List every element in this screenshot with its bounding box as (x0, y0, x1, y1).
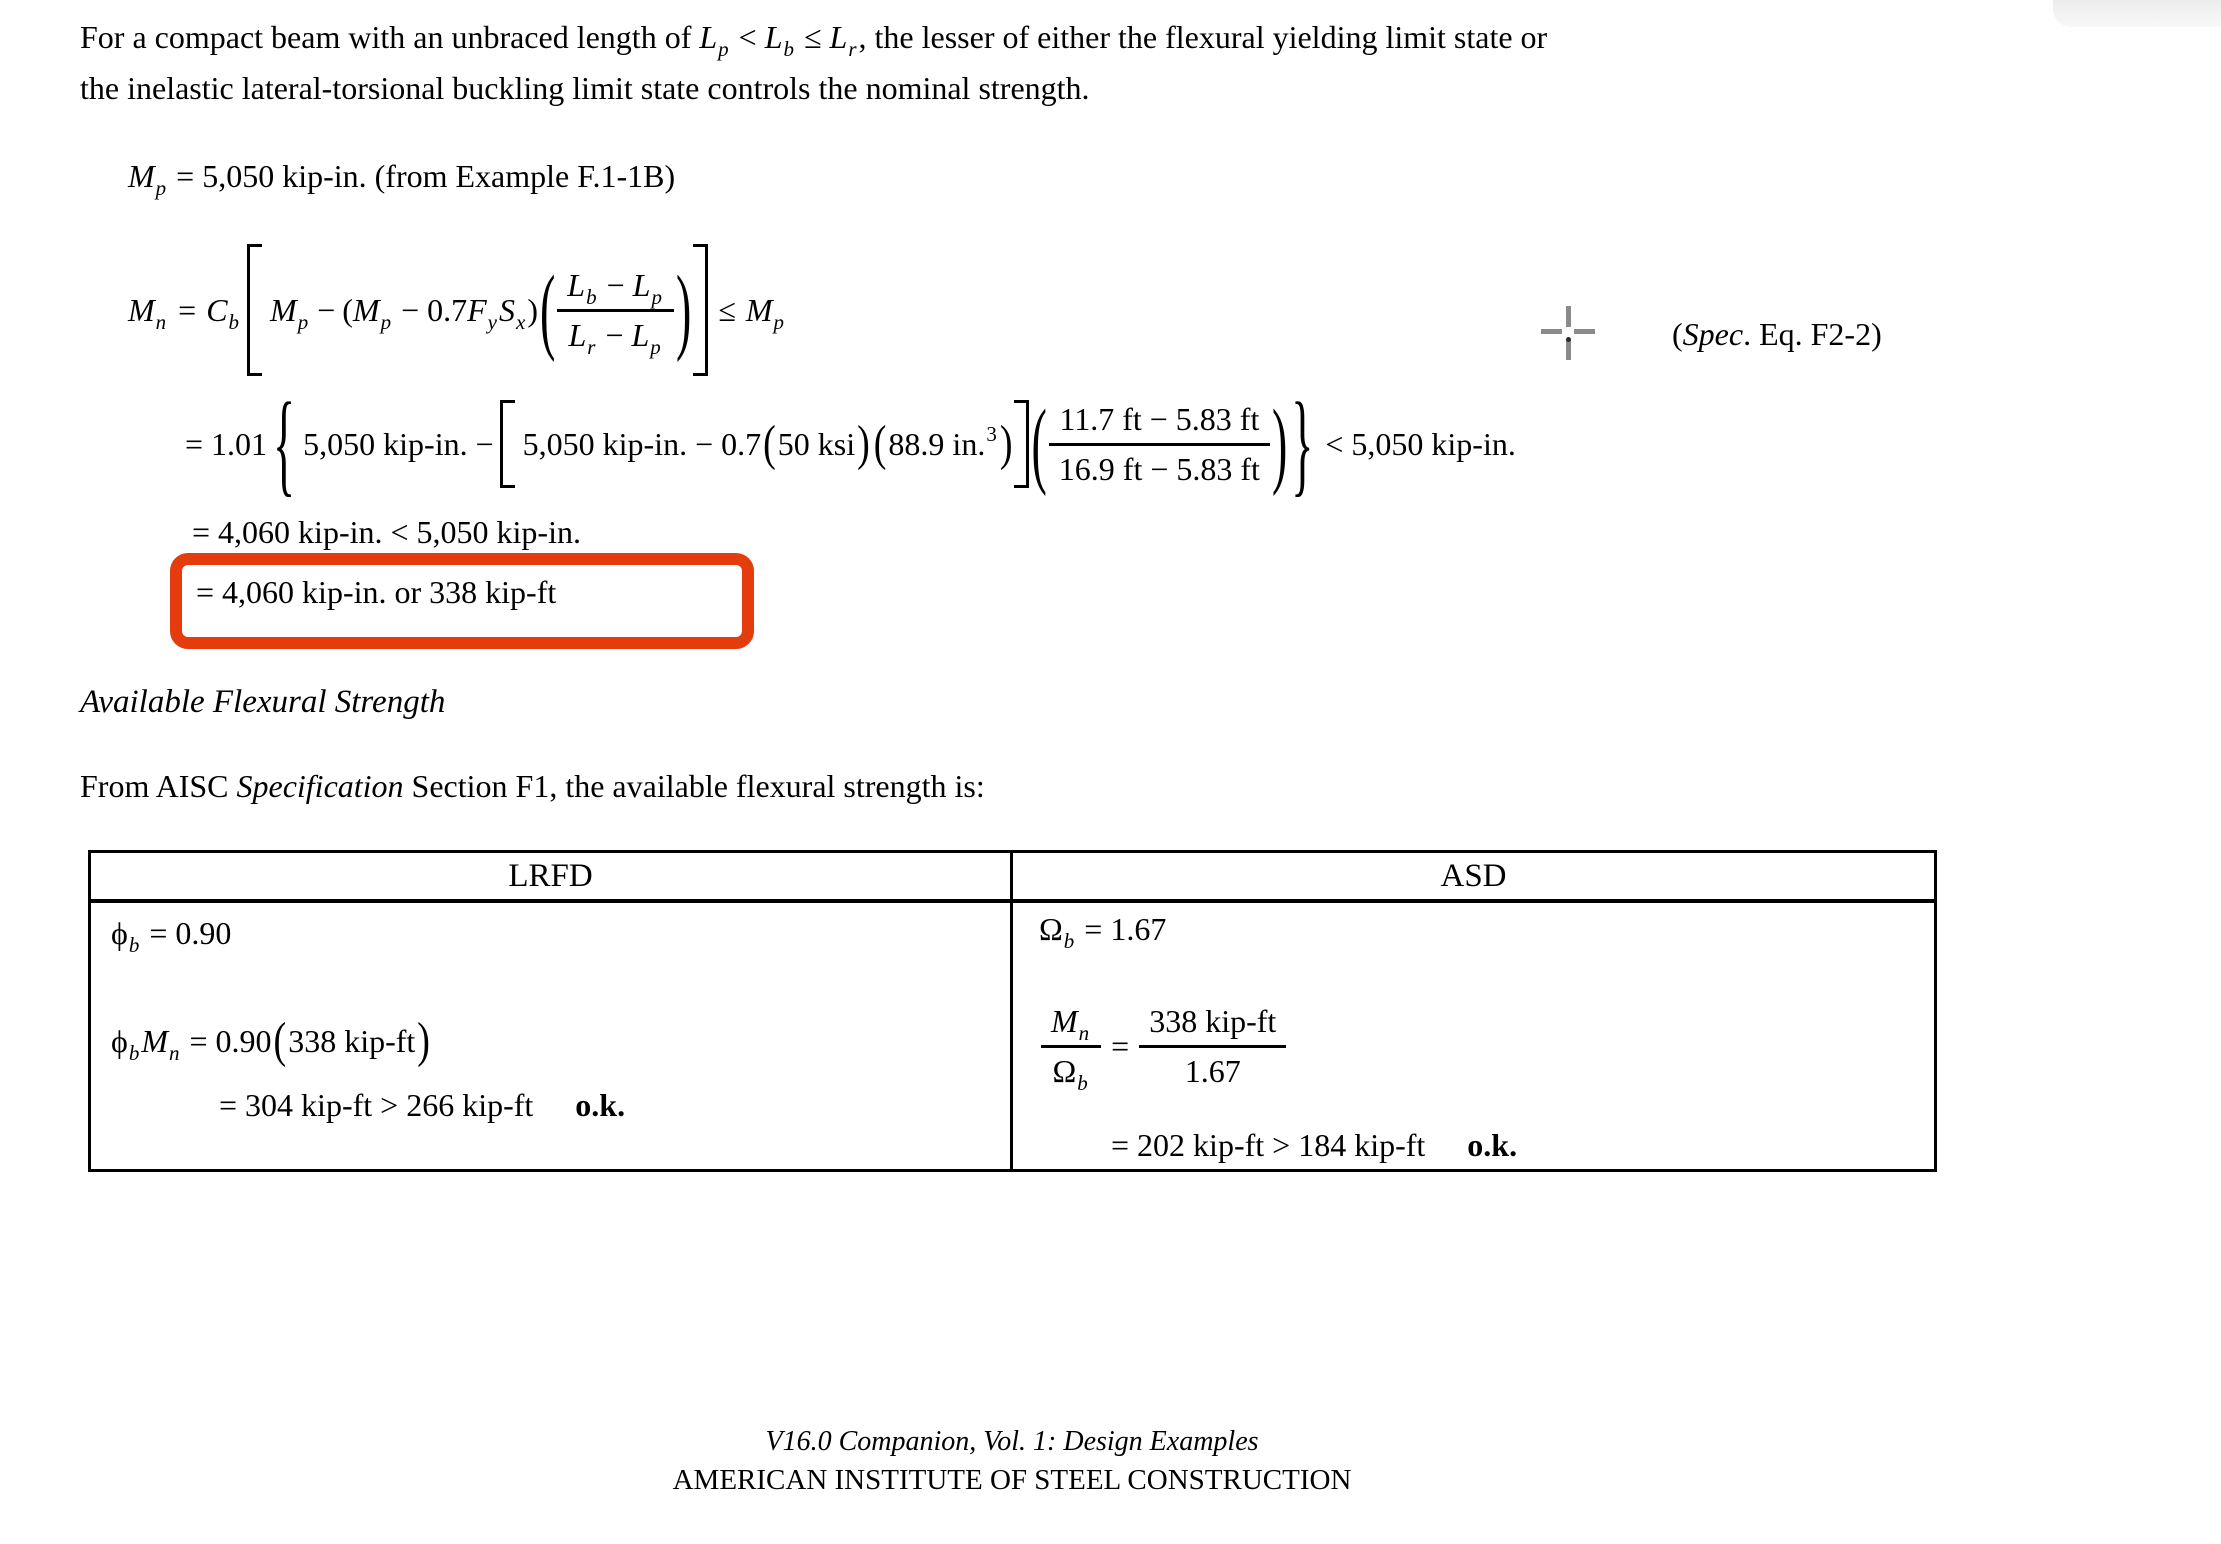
inner-left-bracket (500, 400, 515, 488)
mp-value-line: $M_p = 5,050$ kip-in. (from Example F.1-1B) (128, 158, 676, 200)
intro-line-1: For a compact beam with an unbraced length of $L_p < L_b \le L_r$, the lesser of either the flexural yielding limit state or (80, 19, 1548, 61)
lrfd-header-cell: LRFD (91, 853, 1013, 899)
lrfd-cell (91, 903, 1013, 1172)
big-brace-close: } (1291, 379, 1314, 507)
crosshair-bottom-arm (1566, 340, 1571, 360)
lrfd-ok-flag: o.k. (575, 1087, 626, 1123)
crosshair-top-arm (1566, 306, 1571, 327)
mn-omega-fraction: $\frac{M_n}{\Omega_b}$ (1041, 1003, 1101, 1090)
table-intro-paragraph: From AISC Specification Section F1, the available flexural strength is: (80, 768, 985, 804)
asd-ok-flag: o.k. (1467, 1127, 1518, 1163)
asd-omega-line: $\Omega_b = 1.67$ (1039, 911, 1167, 953)
highlighted-result: = 4,060 kip-in. or 338 kip-ft (196, 574, 557, 610)
var-Mp: M (128, 158, 155, 194)
crosshair-dot (1566, 337, 1571, 342)
var-Lp: L (699, 19, 718, 55)
crosshair-left-arm (1541, 329, 1562, 334)
asd-value-fraction: $\frac{\text{338 kip-ft}}{1.67}$ (1139, 1003, 1286, 1090)
strength-table (88, 850, 1937, 1172)
calc-line-1: = 1.01 { 5,050 kip-in. − 5,050 kip-in. − 0.7 ( 50 ksi ) ( 88.9 in.$^3$ ) ( $\frac{11.7 ft - 5.83 ft}{16.9 ft - 5.83 ft}$ ) } < 5,050 kip-in. (185, 379, 1516, 507)
highlight-box (170, 553, 754, 649)
lb-lp-fraction: $\frac{L_b - L_p}{L_r - L_p}$ (557, 267, 674, 354)
table-header-row (91, 853, 1934, 903)
asd-calc-line: $\frac{M_n}{\Omega_b}$ = $\frac{\text{338 kip-ft}}{1.67}$ (1041, 1003, 1286, 1090)
calc-line-2: = 4,060 kip-in. < 5,050 kip-in. (192, 514, 581, 550)
lrfd-phi-line: $\phi_b = 0.90$ (111, 915, 232, 957)
asd-header-cell: ASD (1440, 857, 1507, 894)
left-bracket (247, 244, 262, 376)
lrfd-result-line: = 304 kip-ft > 266 kip-ft o.k. (219, 1087, 626, 1123)
ft-fraction: $\frac{11.7 ft - 5.83 ft}{16.9 ft - 5.83 ft}$ (1049, 401, 1270, 488)
spec-eq-tag: (Spec. Eq. F2-2) (1672, 316, 1882, 352)
crosshair-right-arm (1574, 329, 1595, 334)
big-paren-close: ) (675, 255, 692, 363)
intro-paragraph (80, 14, 1547, 112)
asd-cell (1013, 903, 1934, 1172)
var-Lb: L (764, 19, 783, 55)
big-paren-open-2: ( (1031, 389, 1047, 497)
intro-line-2: the inelastic lateral-torsional buckling limit state controls the nominal strength. (80, 70, 1090, 106)
inner-right-bracket (1014, 400, 1029, 488)
big-paren-open: ( (539, 255, 556, 363)
lrfd-calc-line: $\phi_bM_n = 0.90$ ( 338 kip-ft ) (111, 1013, 430, 1069)
equation-f2-2: $M_n$ = $C_b$ $M_p$ − $(M_p - 0.7F_yS_x)$ ( $\frac{L_b - L_p}{L_r - L_p}$ ) ≤ $M_p$ (128, 244, 786, 376)
asd-result-line: = 202 kip-ft > 184 kip-ft o.k. (1111, 1127, 1518, 1163)
section-heading: Available Flexural Strength (80, 684, 446, 720)
right-bracket (693, 244, 708, 376)
footer-institute-name: AMERICAN INSTITUTE OF STEEL CONSTRUCTION (672, 1464, 1352, 1496)
top-right-artifact (2053, 0, 2221, 27)
var-Lr: L (829, 19, 848, 55)
big-paren-close-2: ) (1271, 389, 1288, 497)
table-body-row (91, 903, 1934, 1172)
big-brace-open: { (273, 379, 296, 507)
footer-volume-title: V16.0 Companion, Vol. 1: Design Examples (765, 1426, 1259, 1457)
